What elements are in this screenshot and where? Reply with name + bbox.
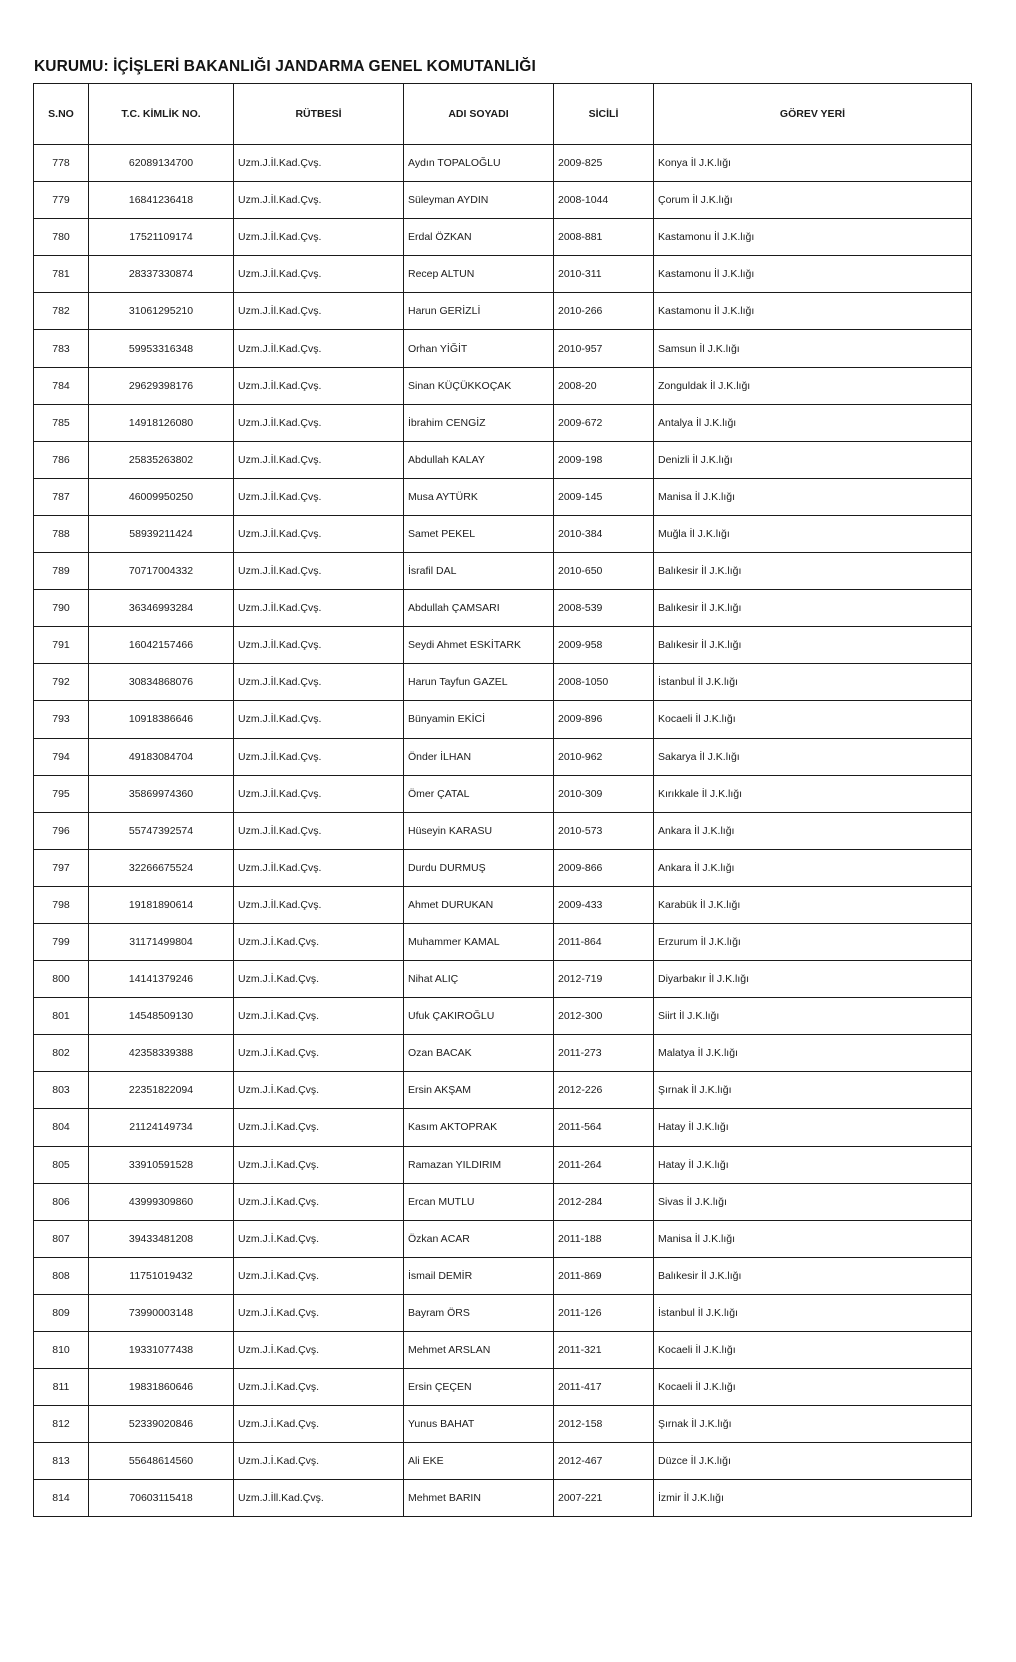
cell-adi-soyadi: Ramazan YILDIRIM [404, 1146, 554, 1183]
cell-adi-soyadi: Kasım AKTOPRAK [404, 1109, 554, 1146]
cell-gorev-yeri: Diyarbakır İl J.K.lığı [654, 961, 972, 998]
cell-sno: 802 [34, 1035, 89, 1072]
cell-sicili: 2009-866 [554, 849, 654, 886]
cell-rutbesi: Uzm.J.İl.Kad.Çvş. [234, 145, 404, 182]
cell-tc-kimlik-no: 11751019432 [89, 1257, 234, 1294]
cell-adi-soyadi: Nihat ALIÇ [404, 961, 554, 998]
cell-sno: 797 [34, 849, 89, 886]
cell-rutbesi: Uzm.J.İ.Kad.Çvş. [234, 1369, 404, 1406]
cell-rutbesi: Uzm.J.İll.Kad.Çvş. [234, 1480, 404, 1517]
cell-sno: 787 [34, 478, 89, 515]
cell-gorev-yeri: Ankara İl J.K.lığı [654, 812, 972, 849]
cell-gorev-yeri: Şırnak İl J.K.lığı [654, 1406, 972, 1443]
cell-adi-soyadi: Abdullah ÇAMSARI [404, 590, 554, 627]
cell-sicili: 2011-321 [554, 1332, 654, 1369]
table-row [34, 627, 972, 664]
cell-adi-soyadi: Orhan YİĞİT [404, 330, 554, 367]
cell-tc-kimlik-no: 62089134700 [89, 145, 234, 182]
cell-sicili: 2012-467 [554, 1443, 654, 1480]
cell-sno: 808 [34, 1257, 89, 1294]
cell-sno: 814 [34, 1480, 89, 1517]
cell-sno: 792 [34, 664, 89, 701]
cell-gorev-yeri: Hatay İl J.K.lığı [654, 1109, 972, 1146]
cell-sno: 798 [34, 886, 89, 923]
cell-gorev-yeri: Balıkesir İl J.K.lığı [654, 553, 972, 590]
cell-gorev-yeri: Sivas İl J.K.lığı [654, 1183, 972, 1220]
cell-tc-kimlik-no: 49183084704 [89, 738, 234, 775]
cell-rutbesi: Uzm.J.İl.Kad.Çvş. [234, 664, 404, 701]
cell-sno: 779 [34, 182, 89, 219]
cell-sicili: 2012-719 [554, 961, 654, 998]
cell-adi-soyadi: Ali EKE [404, 1443, 554, 1480]
cell-adi-soyadi: Hüseyin KARASU [404, 812, 554, 849]
cell-sicili: 2011-869 [554, 1257, 654, 1294]
table-row [34, 256, 972, 293]
cell-sicili: 2010-309 [554, 775, 654, 812]
table-body [34, 145, 972, 1517]
table-row [34, 145, 972, 182]
cell-tc-kimlik-no: 19831860646 [89, 1369, 234, 1406]
cell-tc-kimlik-no: 14141379246 [89, 961, 234, 998]
cell-gorev-yeri: Düzce İl J.K.lığı [654, 1443, 972, 1480]
cell-rutbesi: Uzm.J.İ.Kad.Çvş. [234, 1406, 404, 1443]
cell-tc-kimlik-no: 16042157466 [89, 627, 234, 664]
cell-adi-soyadi: Mehmet BARIN [404, 1480, 554, 1517]
cell-sicili: 2010-266 [554, 293, 654, 330]
table-row [34, 293, 972, 330]
cell-sicili: 2011-417 [554, 1369, 654, 1406]
cell-sno: 781 [34, 256, 89, 293]
cell-sicili: 2012-300 [554, 998, 654, 1035]
cell-adi-soyadi: Bayram ÖRS [404, 1294, 554, 1331]
cell-sicili: 2010-962 [554, 738, 654, 775]
cell-adi-soyadi: Sinan KÜÇÜKKOÇAK [404, 367, 554, 404]
header-sicili: SİCİLİ [554, 84, 654, 145]
cell-sno: 788 [34, 515, 89, 552]
cell-adi-soyadi: Durdu DURMUŞ [404, 849, 554, 886]
cell-tc-kimlik-no: 32266675524 [89, 849, 234, 886]
cell-rutbesi: Uzm.J.İ.Kad.Çvş. [234, 1035, 404, 1072]
cell-adi-soyadi: Harun Tayfun GAZEL [404, 664, 554, 701]
cell-tc-kimlik-no: 19181890614 [89, 886, 234, 923]
cell-rutbesi: Uzm.J.İl.Kad.Çvş. [234, 182, 404, 219]
table-row [34, 1109, 972, 1146]
cell-sicili: 2008-1044 [554, 182, 654, 219]
table-row [34, 961, 972, 998]
table-row [34, 1220, 972, 1257]
table-row [34, 886, 972, 923]
cell-rutbesi: Uzm.J.İl.Kad.Çvş. [234, 627, 404, 664]
cell-rutbesi: Uzm.J.İ.Kad.Çvş. [234, 961, 404, 998]
cell-gorev-yeri: Erzurum İl J.K.lığı [654, 923, 972, 960]
cell-gorev-yeri: Kastamonu İl J.K.lığı [654, 256, 972, 293]
cell-tc-kimlik-no: 17521109174 [89, 219, 234, 256]
cell-adi-soyadi: Ercan MUTLU [404, 1183, 554, 1220]
cell-adi-soyadi: Önder İLHAN [404, 738, 554, 775]
cell-adi-soyadi: Ömer ÇATAL [404, 775, 554, 812]
cell-gorev-yeri: İstanbul İl J.K.lığı [654, 1294, 972, 1331]
table-row [34, 1406, 972, 1443]
header-sno: S.NO [34, 84, 89, 145]
table-row [34, 998, 972, 1035]
header-rutbesi: RÜTBESİ [234, 84, 404, 145]
cell-rutbesi: Uzm.J.İl.Kad.Çvş. [234, 256, 404, 293]
cell-tc-kimlik-no: 52339020846 [89, 1406, 234, 1443]
cell-sno: 799 [34, 923, 89, 960]
cell-sicili: 2009-433 [554, 886, 654, 923]
cell-sicili: 2009-825 [554, 145, 654, 182]
cell-adi-soyadi: Musa AYTÜRK [404, 478, 554, 515]
cell-sicili: 2011-188 [554, 1220, 654, 1257]
cell-rutbesi: Uzm.J.İl.Kad.Çvş. [234, 590, 404, 627]
cell-gorev-yeri: Karabük İl J.K.lığı [654, 886, 972, 923]
cell-gorev-yeri: Samsun İl J.K.lığı [654, 330, 972, 367]
cell-gorev-yeri: Şırnak İl J.K.lığı [654, 1072, 972, 1109]
cell-sicili: 2008-1050 [554, 664, 654, 701]
cell-sno: 810 [34, 1332, 89, 1369]
table-row [34, 701, 972, 738]
cell-rutbesi: Uzm.J.İ.Kad.Çvş. [234, 1257, 404, 1294]
cell-gorev-yeri: Balıkesir İl J.K.lığı [654, 590, 972, 627]
cell-sno: 793 [34, 701, 89, 738]
cell-sno: 803 [34, 1072, 89, 1109]
cell-sno: 794 [34, 738, 89, 775]
personnel-table [33, 83, 972, 1517]
table-row [34, 775, 972, 812]
table-row [34, 1480, 972, 1517]
cell-adi-soyadi: Recep ALTUN [404, 256, 554, 293]
cell-tc-kimlik-no: 59953316348 [89, 330, 234, 367]
cell-gorev-yeri: Manisa İl J.K.lığı [654, 1220, 972, 1257]
table-row [34, 1146, 972, 1183]
cell-tc-kimlik-no: 43999309860 [89, 1183, 234, 1220]
cell-tc-kimlik-no: 31061295210 [89, 293, 234, 330]
cell-sicili: 2012-284 [554, 1183, 654, 1220]
cell-tc-kimlik-no: 55747392574 [89, 812, 234, 849]
table-row [34, 478, 972, 515]
cell-gorev-yeri: Sakarya İl J.K.lığı [654, 738, 972, 775]
cell-rutbesi: Uzm.J.İl.Kad.Çvş. [234, 738, 404, 775]
cell-tc-kimlik-no: 73990003148 [89, 1294, 234, 1331]
cell-sicili: 2007-221 [554, 1480, 654, 1517]
cell-rutbesi: Uzm.J.İl.Kad.Çvş. [234, 404, 404, 441]
cell-adi-soyadi: Özkan ACAR [404, 1220, 554, 1257]
table-row [34, 1035, 972, 1072]
cell-adi-soyadi: Yunus BAHAT [404, 1406, 554, 1443]
cell-sno: 786 [34, 441, 89, 478]
cell-sicili: 2011-864 [554, 923, 654, 960]
cell-rutbesi: Uzm.J.İ.Kad.Çvş. [234, 1443, 404, 1480]
cell-gorev-yeri: Kocaeli İl J.K.lığı [654, 1369, 972, 1406]
cell-rutbesi: Uzm.J.İl.Kad.Çvş. [234, 367, 404, 404]
cell-gorev-yeri: Konya İl J.K.lığı [654, 145, 972, 182]
header-tc-kimlik-no: T.C. KİMLİK NO. [89, 84, 234, 145]
cell-sno: 780 [34, 219, 89, 256]
cell-sno: 782 [34, 293, 89, 330]
table-row [34, 404, 972, 441]
cell-tc-kimlik-no: 31171499804 [89, 923, 234, 960]
cell-sno: 812 [34, 1406, 89, 1443]
cell-tc-kimlik-no: 14548509130 [89, 998, 234, 1035]
cell-tc-kimlik-no: 16841236418 [89, 182, 234, 219]
cell-rutbesi: Uzm.J.İl.Kad.Çvş. [234, 219, 404, 256]
cell-sno: 806 [34, 1183, 89, 1220]
cell-tc-kimlik-no: 58939211424 [89, 515, 234, 552]
cell-sno: 785 [34, 404, 89, 441]
cell-adi-soyadi: Abdullah KALAY [404, 441, 554, 478]
cell-sno: 804 [34, 1109, 89, 1146]
cell-tc-kimlik-no: 33910591528 [89, 1146, 234, 1183]
cell-rutbesi: Uzm.J.İl.Kad.Çvş. [234, 886, 404, 923]
cell-adi-soyadi: İsrafil DAL [404, 553, 554, 590]
cell-sno: 789 [34, 553, 89, 590]
cell-sno: 805 [34, 1146, 89, 1183]
cell-sicili: 2008-20 [554, 367, 654, 404]
cell-sno: 807 [34, 1220, 89, 1257]
header-adi-soyadi: ADI SOYADI [404, 84, 554, 145]
cell-adi-soyadi: Bünyamin EKİCİ [404, 701, 554, 738]
cell-gorev-yeri: Kastamonu İl J.K.lığı [654, 293, 972, 330]
cell-adi-soyadi: Süleyman AYDIN [404, 182, 554, 219]
cell-gorev-yeri: Çorum İl J.K.lığı [654, 182, 972, 219]
cell-rutbesi: Uzm.J.İl.Kad.Çvş. [234, 478, 404, 515]
cell-sicili: 2010-384 [554, 515, 654, 552]
cell-gorev-yeri: Ankara İl J.K.lığı [654, 849, 972, 886]
cell-adi-soyadi: Ersin ÇEÇEN [404, 1369, 554, 1406]
cell-adi-soyadi: Seydi Ahmet ESKİTARK [404, 627, 554, 664]
cell-rutbesi: Uzm.J.İ.Kad.Çvş. [234, 1109, 404, 1146]
cell-gorev-yeri: Kastamonu İl J.K.lığı [654, 219, 972, 256]
cell-adi-soyadi: İsmail DEMİR [404, 1257, 554, 1294]
table-row [34, 1183, 972, 1220]
table-row [34, 738, 972, 775]
cell-rutbesi: Uzm.J.İl.Kad.Çvş. [234, 849, 404, 886]
cell-rutbesi: Uzm.J.İl.Kad.Çvş. [234, 775, 404, 812]
table-row [34, 219, 972, 256]
cell-tc-kimlik-no: 39433481208 [89, 1220, 234, 1257]
cell-sno: 796 [34, 812, 89, 849]
cell-sicili: 2011-126 [554, 1294, 654, 1331]
cell-sno: 795 [34, 775, 89, 812]
cell-sicili: 2009-958 [554, 627, 654, 664]
cell-gorev-yeri: Balıkesir İl J.K.lığı [654, 1257, 972, 1294]
cell-gorev-yeri: Kocaeli İl J.K.lığı [654, 701, 972, 738]
cell-rutbesi: Uzm.J.İ.Kad.Çvş. [234, 923, 404, 960]
cell-rutbesi: Uzm.J.İl.Kad.Çvş. [234, 293, 404, 330]
cell-rutbesi: Uzm.J.İ.Kad.Çvş. [234, 1294, 404, 1331]
cell-tc-kimlik-no: 10918386646 [89, 701, 234, 738]
document-title: KURUMU: İÇİŞLERİ BAKANLIĞI JANDARMA GENEL KOMUTANLIĞI [34, 58, 536, 75]
cell-sicili: 2009-198 [554, 441, 654, 478]
cell-rutbesi: Uzm.J.İl.Kad.Çvş. [234, 515, 404, 552]
header-gorev-yeri: GÖREV YERİ [654, 84, 972, 145]
table-header-row [34, 84, 972, 145]
table-row [34, 553, 972, 590]
cell-sno: 784 [34, 367, 89, 404]
cell-sno: 791 [34, 627, 89, 664]
cell-tc-kimlik-no: 21124149734 [89, 1109, 234, 1146]
cell-gorev-yeri: Zonguldak İl J.K.lığı [654, 367, 972, 404]
cell-sno: 811 [34, 1369, 89, 1406]
cell-sno: 801 [34, 998, 89, 1035]
cell-rutbesi: Uzm.J.İ.Kad.Çvş. [234, 1146, 404, 1183]
cell-rutbesi: Uzm.J.İ.Kad.Çvş. [234, 1072, 404, 1109]
table-row [34, 812, 972, 849]
cell-rutbesi: Uzm.J.İ.Kad.Çvş. [234, 1220, 404, 1257]
table-row [34, 664, 972, 701]
cell-tc-kimlik-no: 30834868076 [89, 664, 234, 701]
cell-sicili: 2009-145 [554, 478, 654, 515]
cell-adi-soyadi: Ozan BACAK [404, 1035, 554, 1072]
cell-sicili: 2010-573 [554, 812, 654, 849]
cell-rutbesi: Uzm.J.İl.Kad.Çvş. [234, 330, 404, 367]
cell-gorev-yeri: Denizli İl J.K.lığı [654, 441, 972, 478]
cell-rutbesi: Uzm.J.İl.Kad.Çvş. [234, 553, 404, 590]
cell-tc-kimlik-no: 25835263802 [89, 441, 234, 478]
cell-tc-kimlik-no: 46009950250 [89, 478, 234, 515]
cell-sicili: 2012-226 [554, 1072, 654, 1109]
table-row [34, 1072, 972, 1109]
table-row [34, 1294, 972, 1331]
cell-sicili: 2008-881 [554, 219, 654, 256]
table-row [34, 441, 972, 478]
cell-sicili: 2009-672 [554, 404, 654, 441]
cell-sicili: 2011-564 [554, 1109, 654, 1146]
cell-tc-kimlik-no: 36346993284 [89, 590, 234, 627]
cell-sno: 790 [34, 590, 89, 627]
cell-tc-kimlik-no: 28337330874 [89, 256, 234, 293]
cell-tc-kimlik-no: 55648614560 [89, 1443, 234, 1480]
cell-sicili: 2012-158 [554, 1406, 654, 1443]
table-row [34, 923, 972, 960]
cell-rutbesi: Uzm.J.İl.Kad.Çvş. [234, 701, 404, 738]
table-row [34, 1443, 972, 1480]
cell-adi-soyadi: Ufuk ÇAKIROĞLU [404, 998, 554, 1035]
cell-sicili: 2010-957 [554, 330, 654, 367]
cell-adi-soyadi: Ersin AKŞAM [404, 1072, 554, 1109]
cell-gorev-yeri: Kocaeli İl J.K.lığı [654, 1332, 972, 1369]
cell-adi-soyadi: Muhammer KAMAL [404, 923, 554, 960]
cell-adi-soyadi: Aydın TOPALOĞLU [404, 145, 554, 182]
cell-adi-soyadi: Erdal ÖZKAN [404, 219, 554, 256]
cell-gorev-yeri: Manisa İl J.K.lığı [654, 478, 972, 515]
cell-sicili: 2011-273 [554, 1035, 654, 1072]
cell-rutbesi: Uzm.J.İ.Kad.Çvş. [234, 1332, 404, 1369]
cell-adi-soyadi: Mehmet ARSLAN [404, 1332, 554, 1369]
cell-adi-soyadi: Harun GERİZLİ [404, 293, 554, 330]
cell-tc-kimlik-no: 22351822094 [89, 1072, 234, 1109]
cell-rutbesi: Uzm.J.İl.Kad.Çvş. [234, 812, 404, 849]
cell-tc-kimlik-no: 19331077438 [89, 1332, 234, 1369]
table-row [34, 590, 972, 627]
cell-rutbesi: Uzm.J.İ.Kad.Çvş. [234, 1183, 404, 1220]
cell-gorev-yeri: Antalya İl J.K.lığı [654, 404, 972, 441]
cell-adi-soyadi: Samet PEKEL [404, 515, 554, 552]
cell-sicili: 2010-311 [554, 256, 654, 293]
cell-adi-soyadi: Ahmet DURUKAN [404, 886, 554, 923]
cell-gorev-yeri: Hatay İl J.K.lığı [654, 1146, 972, 1183]
cell-tc-kimlik-no: 70717004332 [89, 553, 234, 590]
table-row [34, 330, 972, 367]
cell-gorev-yeri: İzmir İl J.K.lığı [654, 1480, 972, 1517]
cell-gorev-yeri: Kırıkkale İl J.K.lığı [654, 775, 972, 812]
cell-tc-kimlik-no: 70603115418 [89, 1480, 234, 1517]
cell-tc-kimlik-no: 42358339388 [89, 1035, 234, 1072]
cell-sicili: 2011-264 [554, 1146, 654, 1183]
cell-sno: 778 [34, 145, 89, 182]
cell-tc-kimlik-no: 29629398176 [89, 367, 234, 404]
cell-gorev-yeri: İstanbul İl J.K.lığı [654, 664, 972, 701]
cell-sno: 813 [34, 1443, 89, 1480]
table-row [34, 849, 972, 886]
cell-sicili: 2010-650 [554, 553, 654, 590]
table-row [34, 1332, 972, 1369]
cell-gorev-yeri: Malatya İl J.K.lığı [654, 1035, 972, 1072]
cell-sicili: 2009-896 [554, 701, 654, 738]
cell-gorev-yeri: Muğla İl J.K.lığı [654, 515, 972, 552]
table-row [34, 1369, 972, 1406]
cell-gorev-yeri: Balıkesir İl J.K.lığı [654, 627, 972, 664]
cell-sno: 783 [34, 330, 89, 367]
cell-sno: 800 [34, 961, 89, 998]
cell-adi-soyadi: İbrahim CENGİZ [404, 404, 554, 441]
table-row [34, 182, 972, 219]
cell-sicili: 2008-539 [554, 590, 654, 627]
table-row [34, 1257, 972, 1294]
cell-gorev-yeri: Siirt İl J.K.lığı [654, 998, 972, 1035]
cell-tc-kimlik-no: 14918126080 [89, 404, 234, 441]
cell-rutbesi: Uzm.J.İ.Kad.Çvş. [234, 998, 404, 1035]
cell-tc-kimlik-no: 35869974360 [89, 775, 234, 812]
cell-rutbesi: Uzm.J.İl.Kad.Çvş. [234, 441, 404, 478]
table-row [34, 367, 972, 404]
table-row [34, 515, 972, 552]
cell-sno: 809 [34, 1294, 89, 1331]
